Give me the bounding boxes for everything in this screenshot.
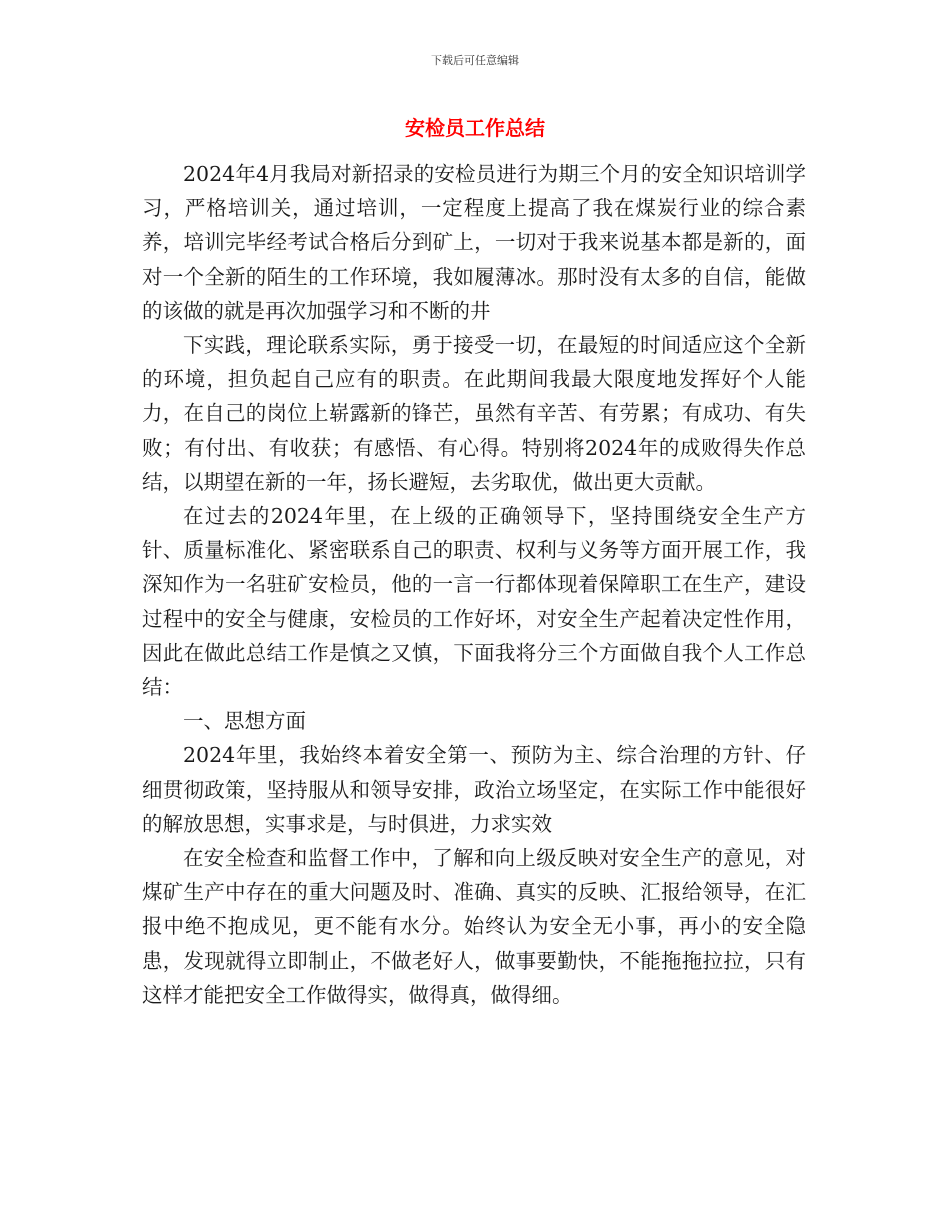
- paragraph-thought: 2024年里，我始终本着安全第一、预防为主、综合治理的方针、仔细贯彻政策，坚持服从和领导安排，政治立场坚定，在实际工作中能很好的解放思想，实事求是，与时俱进，力求实效: [142, 743, 806, 836]
- header-note: 下载后可任意编辑: [431, 54, 519, 67]
- paragraph-practice: 下实践，理论联系实际，勇于接受一切，在最短的时间适应这个全新的环境，担负起自己应有的职责。在此期间我最大限度地发挥好个人能力，在自己的岗位上崭露新的锋芒，虽然有辛苦、有劳累；有成功、有失败；有付出、有收获；有感悟、有心得。特别将2024年的成败得失作总结，以期望在新的一年，扬长避短，去劣取优，做出更大贡献。: [142, 333, 806, 494]
- paragraph-past-year: 在过去的2024年里，在上级的正确领导下，坚持围绕安全生产方针、质量标准化、紧密联系自己的职责、权利与义务等方面开展工作，我深知作为一名驻矿安检员，他的一言一行都体现着保障职工在生产，建设过程中的安全与健康，安检员的工作好坏，对安全生产起着决定性作用，因此在做此总结工作是慎之又慎，下面我将分三个方面做自我个人工作总结：: [142, 504, 806, 700]
- paragraph-inspection: 在安全检查和监督工作中，了解和向上级反映对安全生产的意见，对煤矿生产中存在的重大问题及时、准确、真实的反映、汇报给领导，在汇报中绝不抱成见，更不能有水分。始终认为安全无小事，再小的安全隐患，发现就得立即制止，不做老好人，做事要勤快，不能拖拖拉拉，只有这样才能把安全工作做得实，做得真，做得细。: [142, 846, 806, 1007]
- document-body: [142, 157, 806, 1012]
- document-title: 安检员工作总结: [405, 116, 545, 140]
- paragraph-intro: 2024年4月我局对新招录的安检员进行为期三个月的安全知识培训学习，严格培训关，通过培训，一定程度上提高了我在煤炭行业的综合素养，培训完毕经考试合格后分到矿上，一切对于我来说基本都是新的，面对一个全新的陌生的工作环境，我如履薄冰。那时没有太多的自信，能做的该做的就是再次加强学习和不断的井: [142, 162, 806, 323]
- section-heading-thought: 一、思想方面: [183, 709, 306, 734]
